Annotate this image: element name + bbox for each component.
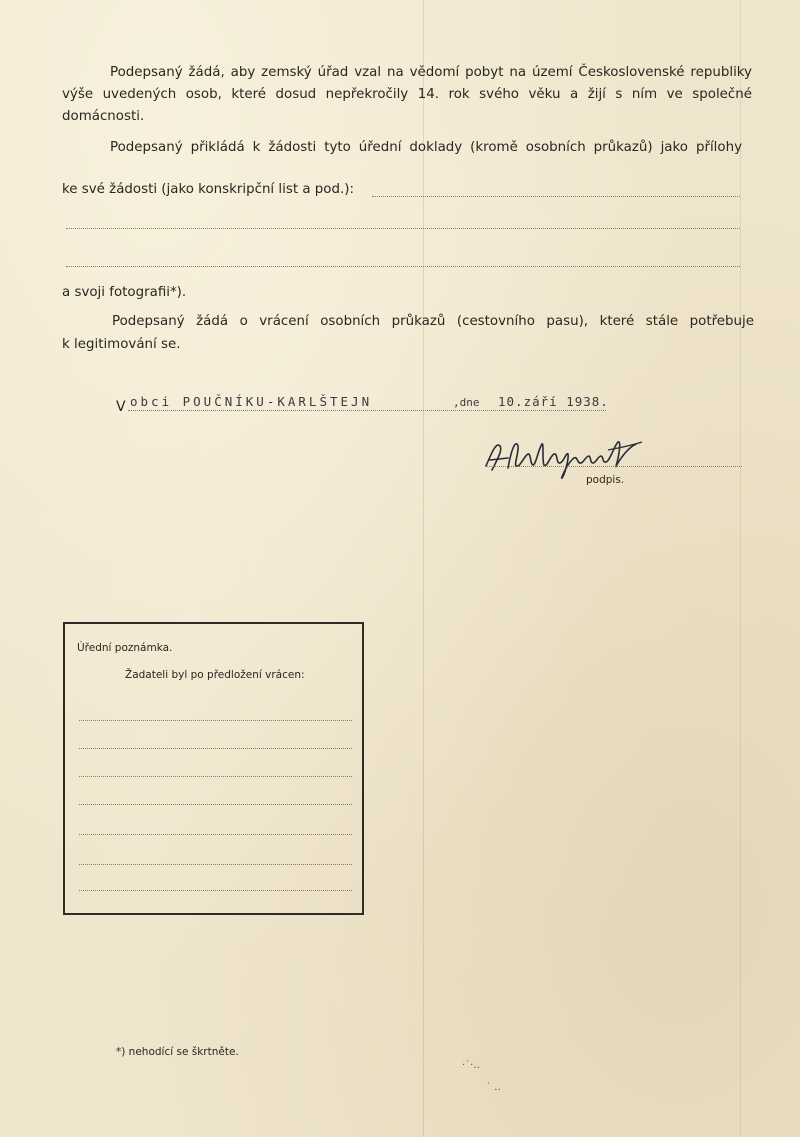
attachments-fill-line-3[interactable] (66, 266, 740, 267)
paragraph-1-line-3: domácnosti. (62, 109, 145, 124)
paragraph-2-line-2: ke své žádosti (jako konskripční list a pod.): (62, 182, 354, 197)
official-note-box (63, 622, 364, 915)
official-note-line-3[interactable] (79, 776, 352, 777)
paper-edge-crease (740, 0, 741, 1137)
paper-fold-line (423, 0, 424, 1137)
paragraph-1-line-2: výše uvedených osob, které dosud nepřekročily 14. rok svého věku a žijí s ním ve společné (62, 87, 752, 102)
paragraph-2-line-3: a svoji fotografii*). (62, 285, 187, 300)
paragraph-1-line-1: Podepsaný žádá, aby zemský úřad vzal na vědomí pobyt na území Československé republiky (110, 65, 752, 80)
ink-speck: ·˙·‥ (462, 1060, 481, 1071)
official-note-line-7[interactable] (79, 890, 352, 891)
official-note-line-5[interactable] (79, 834, 352, 835)
signature-fill-line[interactable] (486, 466, 742, 467)
paragraph-3-line-2: k legitimování se. (62, 337, 181, 352)
typed-place: obci POUČNÍKU-KARLŠTEJN (130, 394, 373, 409)
returned-to-applicant-label: Žadateli byl po předložení vrácen: (125, 669, 305, 681)
paragraph-2-line-1: Podepsaný přikládá k žádosti tyto úřední doklady (kromě osobních průkazů) jako přílohy (110, 140, 742, 155)
paragraph-3-line-1: Podepsaný žádá o vrácení osobních průkazů (cestovního pasu), které stále potřebuje (112, 314, 754, 329)
official-note-line-2[interactable] (79, 748, 352, 749)
footnote: *) nehodící se škrtněte. (116, 1046, 239, 1058)
official-note-line-4[interactable] (79, 804, 352, 805)
attachments-fill-line-1[interactable] (372, 196, 740, 197)
attachments-fill-line-2[interactable] (66, 228, 740, 229)
ink-speck: ˙ ‥ (486, 1082, 501, 1093)
place-prefix: V (116, 399, 126, 415)
typed-date: 10.září 1938. (498, 394, 609, 409)
official-note-line-1[interactable] (79, 720, 352, 721)
date-label: ,dne (453, 396, 480, 409)
official-note-title: Úřední poznámka. (77, 642, 173, 654)
signature-label: podpis. (586, 474, 625, 486)
official-note-line-6[interactable] (79, 864, 352, 865)
place-date-fill-line[interactable] (128, 410, 606, 411)
